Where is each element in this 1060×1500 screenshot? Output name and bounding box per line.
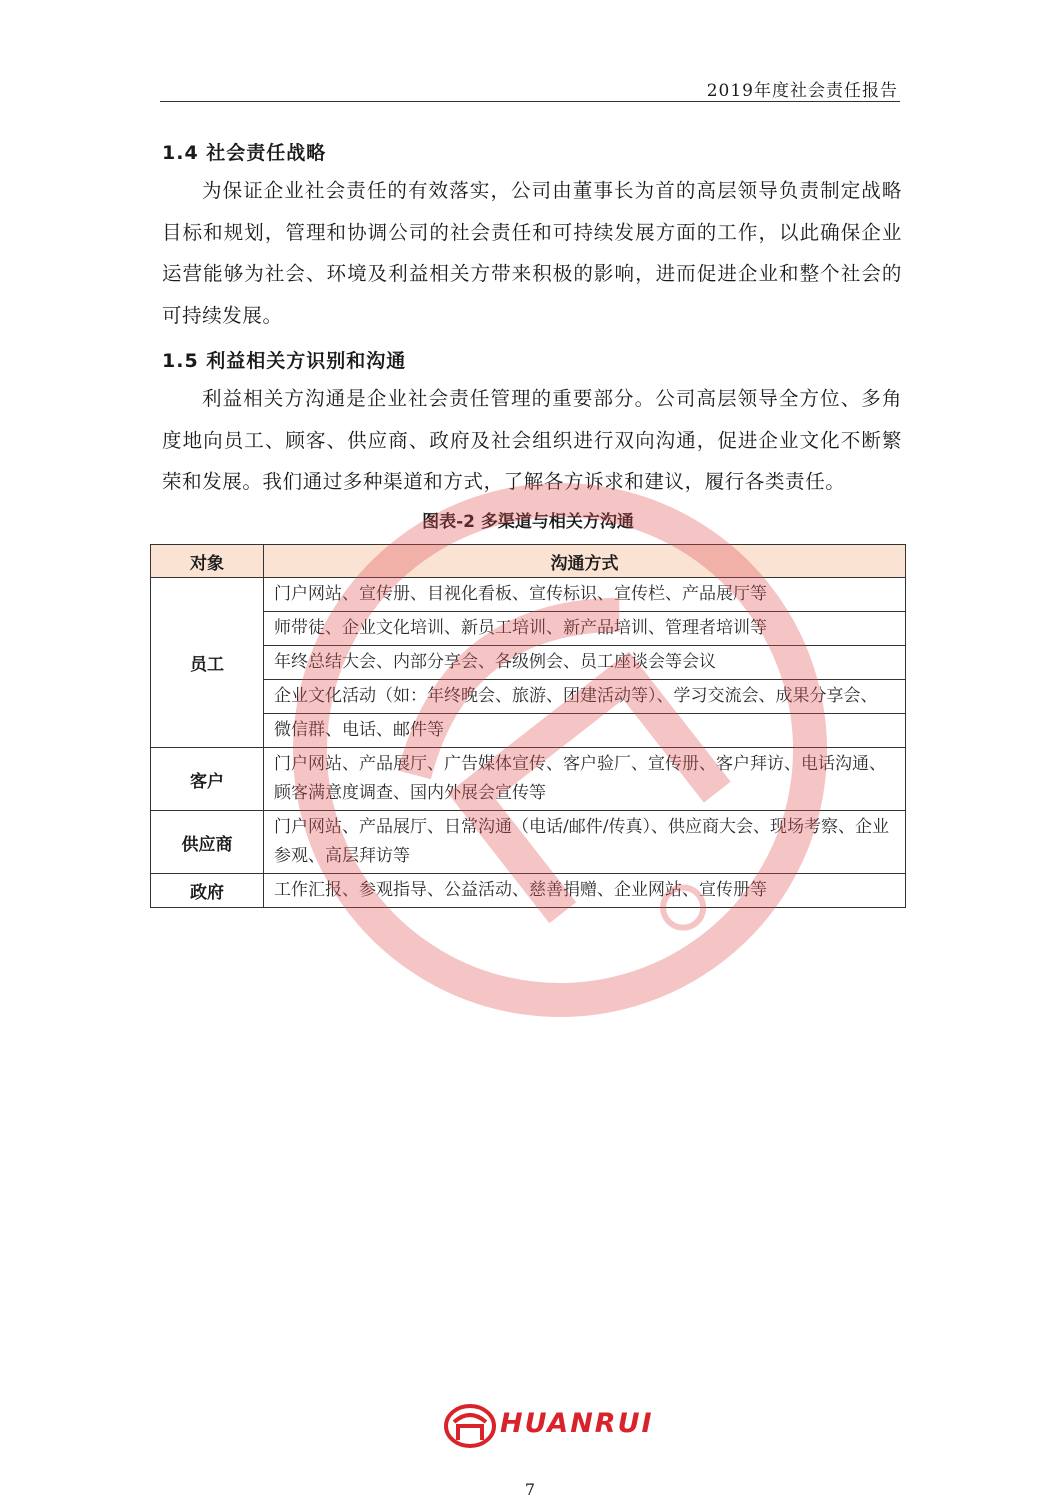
table-row bbox=[151, 874, 906, 908]
method-cell: 企业文化活动（如：年终晚会、旅游、团建活动等）、学习交流会、成果分享会、 bbox=[264, 680, 906, 714]
table-row bbox=[151, 748, 906, 811]
header-rule bbox=[160, 101, 900, 102]
method-cell: 年终总结大会、内部分享会、各级例会、员工座谈会等会议 bbox=[264, 646, 906, 680]
table-header-row bbox=[151, 545, 906, 578]
section-paragraph-1-4: 为保证企业社会责任的有效落实，公司由董事长为首的高层领导负责制定战略目标和规划，管理和协调公司的社会责任和可持续发展方面的工作，以此确保企业运营能够为社会、环境及利益相关方带来积极的影响，进而促进企业和整个社会的可持续发展。 bbox=[162, 179, 902, 327]
running-header: 2019年度社会责任报告 bbox=[706, 81, 898, 101]
table-row bbox=[151, 680, 906, 714]
table-row bbox=[151, 714, 906, 748]
header-method: 沟通方式 bbox=[264, 545, 906, 578]
footer-brand-name: HUANRUI bbox=[500, 1408, 654, 1439]
method-cell: 微信群、电话、邮件等 bbox=[264, 714, 906, 748]
table-row bbox=[151, 811, 906, 874]
party-cell: 供应商 bbox=[151, 811, 264, 874]
party-cell: 政府 bbox=[151, 874, 264, 908]
method-cell: 门户网站、产品展厅、日常沟通（电话/邮件/传真）、供应商大会、现场考察、企业参观、高层拜访等 bbox=[264, 811, 906, 874]
section-heading-1-5: 1.5 利益相关方识别和沟通 bbox=[162, 350, 407, 372]
party-cell: 客户 bbox=[151, 748, 264, 811]
method-cell: 师带徒、企业文化培训、新员工培训、新产品培训、管理者培训等 bbox=[264, 612, 906, 646]
table-row bbox=[151, 578, 906, 612]
method-cell: 门户网站、产品展厅、广告媒体宣传、客户验厂、宣传册、客户拜访、电话沟通、顾客满意度调查、国内外展会宣传等 bbox=[264, 748, 906, 811]
section-paragraph-1-5: 利益相关方沟通是企业社会责任管理的重要部分。公司高层领导全方位、多角度地向员工、顾客、供应商、政府及社会组织进行双向沟通，促进企业文化不断繁荣和发展。我们通过多种渠道和方式，了解各方诉求和建议，履行各类责任。 bbox=[162, 387, 902, 493]
party-cell: 员工 bbox=[151, 578, 264, 748]
header-party: 对象 bbox=[151, 545, 264, 578]
section-heading-1-4: 1.4 社会责任战略 bbox=[162, 142, 327, 164]
method-cell: 工作汇报、参观指导、公益活动、慈善捐赠、企业网站、宣传册等 bbox=[264, 874, 906, 908]
method-cell: 门户网站、宣传册、目视化看板、宣传标识、宣传栏、产品展厅等 bbox=[264, 578, 906, 612]
page-number: 7 bbox=[524, 1480, 536, 1499]
table-row bbox=[151, 612, 906, 646]
stakeholder-communication-table bbox=[150, 544, 906, 908]
table-row bbox=[151, 646, 906, 680]
table-caption: 图表-2 多渠道与相关方沟通 bbox=[422, 512, 634, 532]
